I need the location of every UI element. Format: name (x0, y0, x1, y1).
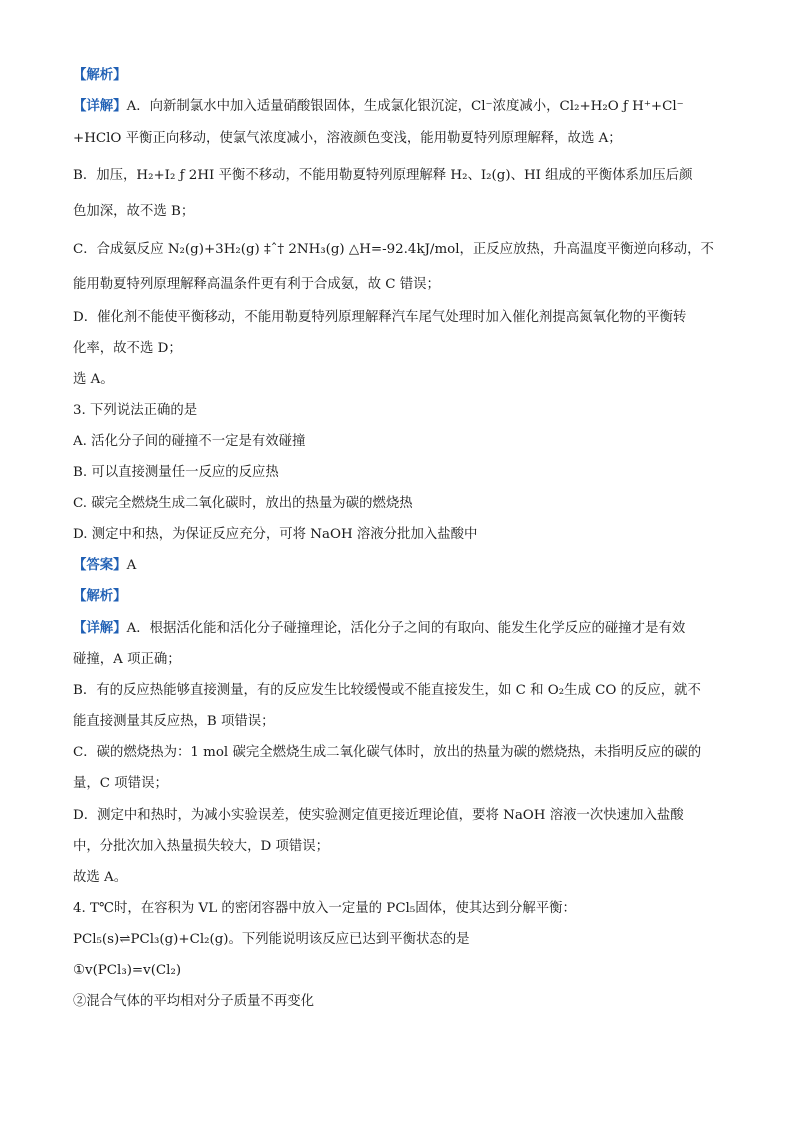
line-text: B. 可以直接测量任一反应的反应热 (73, 465, 279, 480)
line-text: D．催化剂不能使平衡移动，不能用勒夏特列原理解释汽车尾气处理时加入催化剂提高氮氧化物的平衡转 (73, 310, 687, 325)
doc-line-29 (73, 961, 734, 980)
line-text: D．测定中和热时，为减小实验误差，使实验测定值更接近理论值，要将 NaOH 溶液一次快速加入盐酸 (73, 808, 684, 823)
doc-line-4 (73, 166, 734, 185)
line-text: 能用勒夏特列原理解释高温条件更有利于合成氨，故 C 错误； (73, 277, 440, 292)
doc-line-18 (73, 619, 734, 638)
doc-line-3 (73, 129, 734, 148)
doc-line-6 (73, 240, 734, 259)
line-text: 能直接测量其反应热，B 项错误； (73, 714, 275, 729)
line-text: C. 碳完全燃烧生成二氧化碳时，放出的热量为碳的燃烧热 (73, 496, 413, 511)
doc-line-28 (73, 930, 734, 949)
doc-line-26 (73, 868, 734, 887)
line-text: 色加深，故不选 B； (73, 204, 195, 219)
line-text: A. 活化分子间的碰撞不一定是有效碰撞 (73, 434, 306, 449)
doc-line-15 (73, 525, 734, 544)
line-text: ②混合气体的平均相对分子质量不再变化 (73, 994, 315, 1009)
doc-line-14 (73, 494, 734, 513)
line-text: B．加压，H₂+I₂ ƒ 2HI 平衡不移动，不能用勒夏特列原理解释 H₂、I₂(g)、HI 组成的平衡体系加压后颜 (73, 168, 693, 183)
doc-line-8 (73, 308, 734, 327)
line-text: ①v(PCl₃)=v(Cl₂) (73, 963, 182, 978)
line-text: 中，分批次加入热量损失较大，D 项错误； (73, 839, 330, 854)
line-text: 故选 A。 (73, 870, 128, 885)
section-tag: 【解析】 (73, 588, 127, 604)
doc-line-2 (73, 97, 734, 116)
doc-line-24 (73, 806, 734, 825)
line-text: B．有的反应热能够直接测量，有的反应发生比较缓慢或不能直接发生，如 C 和 O₂生成 CO 的反应，就不 (73, 683, 701, 698)
section-tag: 【答案】 (73, 557, 127, 573)
doc-line-11 (73, 401, 734, 420)
doc-line-19 (73, 650, 734, 669)
doc-line-25 (73, 837, 734, 856)
section-tag: 【解析】 (73, 67, 127, 83)
section-tag: 【详解】 (73, 620, 127, 636)
line-text: 选 A。 (73, 372, 114, 387)
doc-line-12 (73, 432, 734, 451)
line-text: 4. T℃时，在容积为 VL 的密闭容器中放入一定量的 PCl₅固体，使其达到分解平衡： (73, 901, 576, 916)
doc-line-20 (73, 681, 734, 700)
doc-line-5 (73, 202, 734, 221)
line-text: A．根据活化能和活化分子碰撞理论，活化分子之间的有取向、能发生化学反应的碰撞才是有效 (126, 621, 686, 636)
doc-line-13 (73, 463, 734, 482)
doc-line-30 (73, 992, 734, 1011)
doc-line-1 (73, 66, 734, 85)
line-text: 碰撞，A 项正确； (73, 652, 181, 667)
line-text: A (126, 558, 137, 573)
line-text: C．合成氨反应 N₂(g)+3H₂(g) ‡ˆ† 2NH₃(g) △H=-92.4kJ/mol，正反应放热，升高温度平衡逆向移动，不 (73, 242, 714, 257)
doc-line-17 (73, 587, 734, 606)
section-tag: 【详解】 (73, 98, 127, 114)
doc-line-10 (73, 370, 734, 389)
line-text: 量，C 项错误； (73, 776, 168, 791)
doc-line-27 (73, 899, 734, 918)
doc-line-22 (73, 743, 734, 762)
doc-line-9 (73, 339, 734, 358)
line-text: C．碳的燃烧热为：1 mol 碳完全燃烧生成二氧化碳气体时，放出的热量为碳的燃烧热，未指明反应的碳的 (73, 745, 702, 760)
doc-line-16 (73, 556, 734, 575)
doc-line-7 (73, 275, 734, 294)
doc-line-23 (73, 774, 734, 793)
line-text: 化率，故不选 D； (73, 341, 182, 356)
line-text: A．向新制氯水中加入适量硝酸银固体，生成氯化银沉淀，Cl⁻浓度减小，Cl₂+H₂O ƒ H⁺+Cl⁻ (126, 99, 684, 114)
doc-line-21 (73, 712, 734, 731)
line-text: 3. 下列说法正确的是 (73, 403, 198, 418)
line-text: PCl₅(s)⇌PCl₃(g)+Cl₂(g)。下列能说明该反应已达到平衡状态的是 (73, 932, 470, 947)
line-text: D. 测定中和热，为保证反应充分，可将 NaOH 溶液分批加入盐酸中 (73, 527, 478, 542)
line-text: +HClO 平衡正向移动，使氯气浓度减小，溶液颜色变浅，能用勒夏特列原理解释，故选 A； (73, 131, 622, 146)
